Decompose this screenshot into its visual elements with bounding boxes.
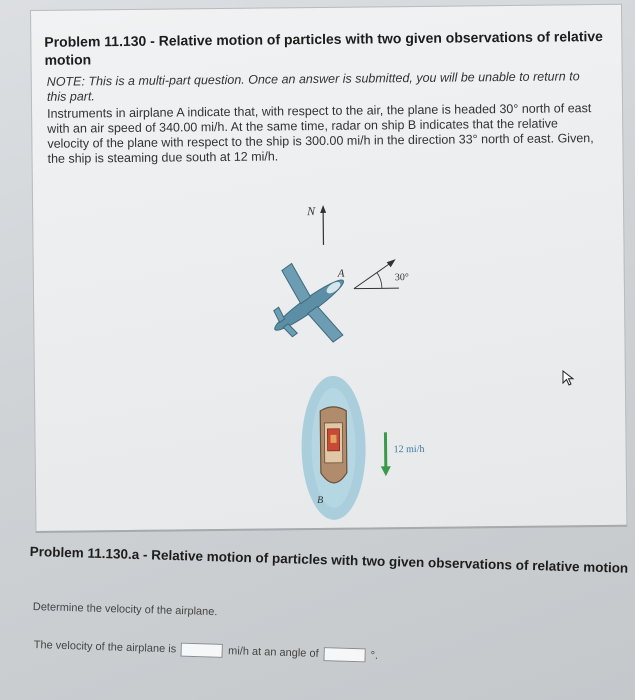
answer-row	[34, 638, 434, 665]
answer-mid-label: mi/h at an angle of	[227, 645, 319, 660]
ship-icon	[320, 407, 347, 483]
heading-line	[354, 262, 392, 288]
north-label: N	[307, 204, 316, 219]
airplane-icon	[249, 245, 369, 365]
mouse-cursor-icon	[562, 370, 576, 391]
figure-svg	[213, 192, 425, 524]
problem-title: Problem 11.130 - Relative motion of particles with two given observations of relative motion	[44, 28, 603, 68]
problem-figure	[213, 192, 425, 524]
answer-suffix-label: °.	[370, 649, 379, 662]
heading-arrow-head	[387, 259, 396, 267]
angle-label: 30°	[394, 272, 409, 284]
part-a-instruction: Determine the velocity of the airplane.	[32, 601, 218, 619]
part-a-title: Problem 11.130.a - Relative motion of particles with two given observations of relative motion	[29, 543, 629, 576]
north-arrow-head	[320, 205, 326, 213]
problem-description: Instruments in airplane A indicate that, with respect to the air, the plane is headed 30° north of east with an air speed of 340.00 mi/h. At the same time, radar on ship B indicates that the relative velocity of the plane with respect to the ship is 300.00 mi/h in the direction 33° north of east. Given, the ship is steaming due south at 12 mi/h.	[47, 101, 594, 166]
problem-text	[47, 69, 603, 167]
angle-input[interactable]	[323, 647, 365, 662]
ship-label: B	[317, 494, 324, 507]
ship-velocity-arrow-head	[381, 466, 391, 476]
problem-card	[30, 4, 627, 533]
angle-arc	[377, 272, 382, 288]
note-text: NOTE: This is a multi-part question. Once an answer is submitted, you will be unable to return to this part.	[46, 69, 580, 104]
answer-prefix-label: The velocity of the airplane is	[33, 638, 177, 656]
velocity-input[interactable]	[181, 643, 223, 658]
plane-label: A	[337, 267, 345, 280]
ship-speed-label: 12 mi/h	[393, 443, 425, 456]
